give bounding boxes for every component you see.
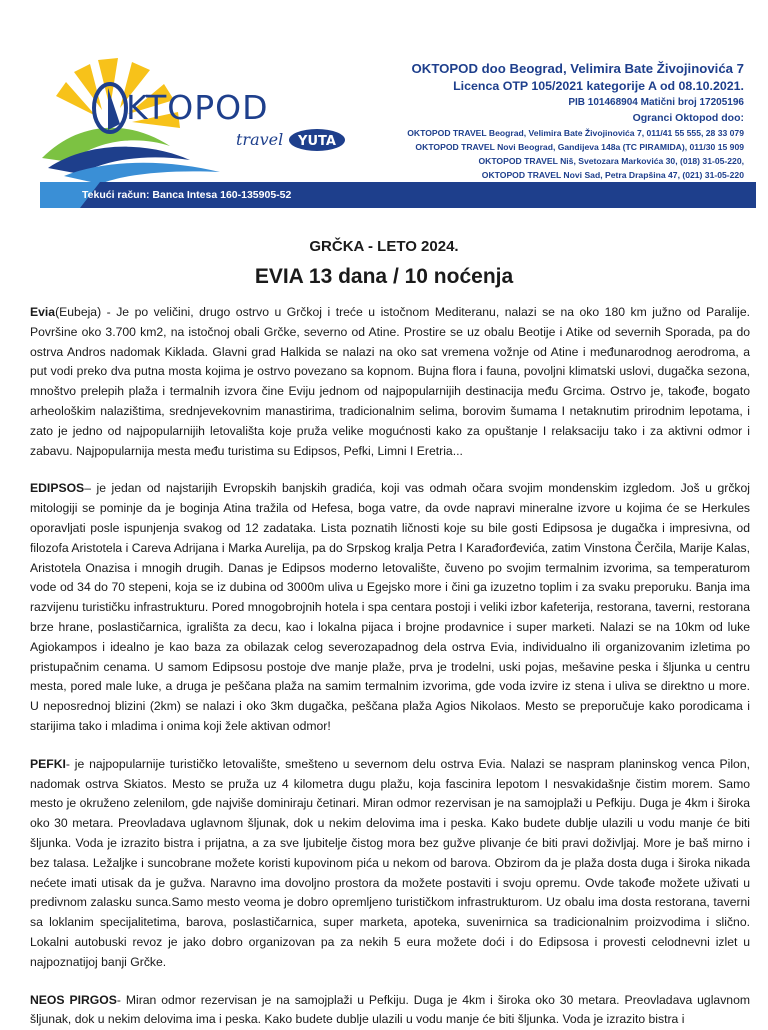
letterhead xyxy=(0,0,768,215)
branches-title: Ogranci Oktopod doo: xyxy=(407,110,744,126)
logo-wordmark: KTOPOD xyxy=(126,88,269,127)
paragraph-text: (Eubeja) - Je po veličini, drugo ostrvo u Grčkoj i treće u istočnom Mediteranu, nalazi se na oko 180 km južno od Paralije. Površine oko 3.700 km2, na istočnoj obali Grčke, severno od Atine. Prostire se uz obalu Beotije i Atike od severnih Sporada, pa do ostrva Andros nadomak Kiklada. Glavni grad Halkida se nalazi na oko sat vremena vožnje od Atine i međunarodnog aerodroma, a put vodi preko dva putna mosta kojima je ostrvo povezano sa kopnom. Bujna flora i fauna, povoljni klimatski uslovi, dugačka sezona, mnoštvo prelepih plaža i termalnih izvora čine Eviju jednom od najpopularnijih destinacija među Grcima. Ostrvo je, takođe, bogato arheološkim nalazištima, srednjevekovnim manastirima, tradicionalnim selima, borovim šumama I netaknutim prirodnim lepotama, i zato je jedno od najpopularnijih letovališta koje pruža velike mogućnosti kako za opuštanje I relaksaciju tako i za aktivni odmor i zabavu. Najpopularnija mesta među turistima su Edipsos, Pefki, Limni I Eretria... xyxy=(30,305,750,458)
paragraph-neos-pirgos xyxy=(30,991,750,1030)
license-line: Licenca OTP 105/2021 kategorije A od 08.10.2021. xyxy=(407,78,744,95)
branch-novi-sad: OKTOPOD TRAVEL Novi Sad, Petra Drapšina 47, (021) 31-05-220 xyxy=(407,168,744,182)
bank-account: Tekući račun: Banca Intesa 160-135905-52 xyxy=(82,189,291,201)
term-evia: Evia xyxy=(30,305,55,319)
branch-beograd: OKTOPOD TRAVEL Beograd, Velimira Bate Živojinovića 7, 011/41 55 555, 28 33 079 xyxy=(407,126,744,140)
term-edipsos: EDIPSOS xyxy=(30,481,84,495)
pib-line: PIB 101468904 Matični broj 17205196 xyxy=(407,96,744,110)
paragraph-edipsos xyxy=(30,479,750,736)
term-pefki: PEFKI xyxy=(30,757,66,771)
branch-nis: OKTOPOD TRAVEL Niš, Svetozara Markovića 30, (018) 31-05-220, xyxy=(407,154,744,168)
paragraph-pefki xyxy=(30,755,750,973)
paragraph-evia xyxy=(30,303,750,461)
page-title: GRČKA - LETO 2024. xyxy=(0,238,768,255)
term-neos-pirgos: NEOS PIRGOS xyxy=(30,993,117,1007)
page-subtitle: EVIA 13 dana / 10 noćenja xyxy=(0,265,768,289)
paragraph-text: - Miran odmor rezervisan je na samojplaži u Pefkiju. Duga je 4km i široka oko 30 metara. Preovladava uglavnom šljunak, dok u nekim delovima ima i peska. Kako budete dublje ulazili u vodu manje će biti šljunka. Voda je izrazito bistra i xyxy=(30,993,750,1027)
logo-subtitle: travel xyxy=(236,130,283,149)
branch-novi-beograd: OKTOPOD TRAVEL Novi Beograd, Gandijeva 148a (TC PIRAMIDA), 011/30 15 909 xyxy=(407,140,744,154)
oktopod-logo xyxy=(40,50,330,190)
paragraph-text: - je najpopularnije turističko letovalište, smešteno u severnom delu ostrva Evia. Nalazi se naspram planinskog venca Pilon, nadomak ostrva Skiatos. Mesto se pruža uz 4 kilometra dugu plažu, koja fascinira lepotom I nesvakidašnje čistim morem. Samo mesto je okruženo zelenilom, gde najviše dominiraju četinari. Miran odmor rezervisan je na samojplaži u Pefkiju. Duga je 4km i široka oko 30 metara. Preovladava uglavnom šljunak, dok u nekim delovima ima i peska. Kako budete dublje ulazili u vodu manje će biti šljunka. Voda je izrazito bistra i prijatna, a za sve ljubitelje čistog mora bez gužve plivanje će biti pravi doživljaj. More je baš mirno i bez talasa. Ležaljke i suncobrane možete koristi kupovinom pića u nekom od barova. Obzirom da je plaža dosta duga i široka nikada nećete imati utisak da je gužva. Naravno ima dovoljno prostora da možete postaviti i svoju opremu. Ovde takođe možete uživati u predivnom zalasku sunca.Samo mesto veoma je dobro opremljeno turističkom infrastrukturom. Uz obalu ima dosta restorana, taverni sa loklanim specijalitetima, barova, poslastičarnica, super marketa, apoteka, suvenirnica sa tradicionalnim proizvodima i slično. Lokalni autobuski revoz je jako dobro organizovan pa za nekih 5 eura možete doći i do Edipsosa i provesti celodnevni izlet u najpoznatijoj banji Grčke. xyxy=(30,757,750,969)
article-body xyxy=(30,303,750,1030)
logo-o-sail-icon xyxy=(90,80,130,136)
yuta-badge xyxy=(288,128,346,152)
paragraph-text: – je jedan od najstarijih Evropskih banjskih gradića, koji vas odmah očara svojim mondenskim izgledom. Još u grčkoj mitologiji se pominje da je boginja Atina tražila od Hefesa, boga vatre, da ovde napravi mineralne izvore u kojima će se Herkules oporavljati posle ispunjenja svakog od 12 zadataka. Lista poznatih ličnosti koje su bile gosti Edipsosa je dugačka i impresivna, od filozofa Aristotela i Careva Adrijana i Marka Aurelija, pa do Srpskog kralja Petra I Karađorđevića, zatim Vinstona Čerčila, Marije Kalas, Aristotela Onazisa i mnogih drugih. Danas je Edipsos moderno letovalište, čuveno po svojim termalnim izvorima, sa temperaturom vode od 34 do 70 stepeni, koja se iz dubina od 3000m uliva u Egejsko more i čini ga izuzetno toplim i za svaku preporuku. Banja ima razvijenu turističku infrastrukturu. Pored mnogobrojnih hotela i spa centara postoji i veliki izbor kafeterija, restorana, taverni, restorana brze hrane, poslastičarnica, igrališta za decu, kao i lokalna pijaca i brojne prodavnice i super marketi. Nalazi se na 10km od luke Agiokampos i idealno je kao baza za obilazak celog severozapadnog dela ostrva Evia, individualno ili organizovanim izletima po pristupačnim cenama. U samom Edipsosu postoje dve manje plaže, prva je trodelni, uski pojas, mešavine peska i šljunka u centru mesta, pored male luke, a druga je peščana plaža na samim termalnim izvorima, gde voda izvire iz stena i uliva se direktno u more. U neposrednoj blizini (2km) se nalazi i oko 3km dugačka, peščana plaža Agios Nikolaos. Mesto se preporučuje kako porodicama i starijima tako i mladima i onima koji žele aktivan odmor! xyxy=(30,481,750,733)
company-name: OKTOPOD doo Beograd, Velimira Bate Živojinovića 7 xyxy=(407,60,744,78)
yuta-label: YUTA xyxy=(297,134,336,149)
